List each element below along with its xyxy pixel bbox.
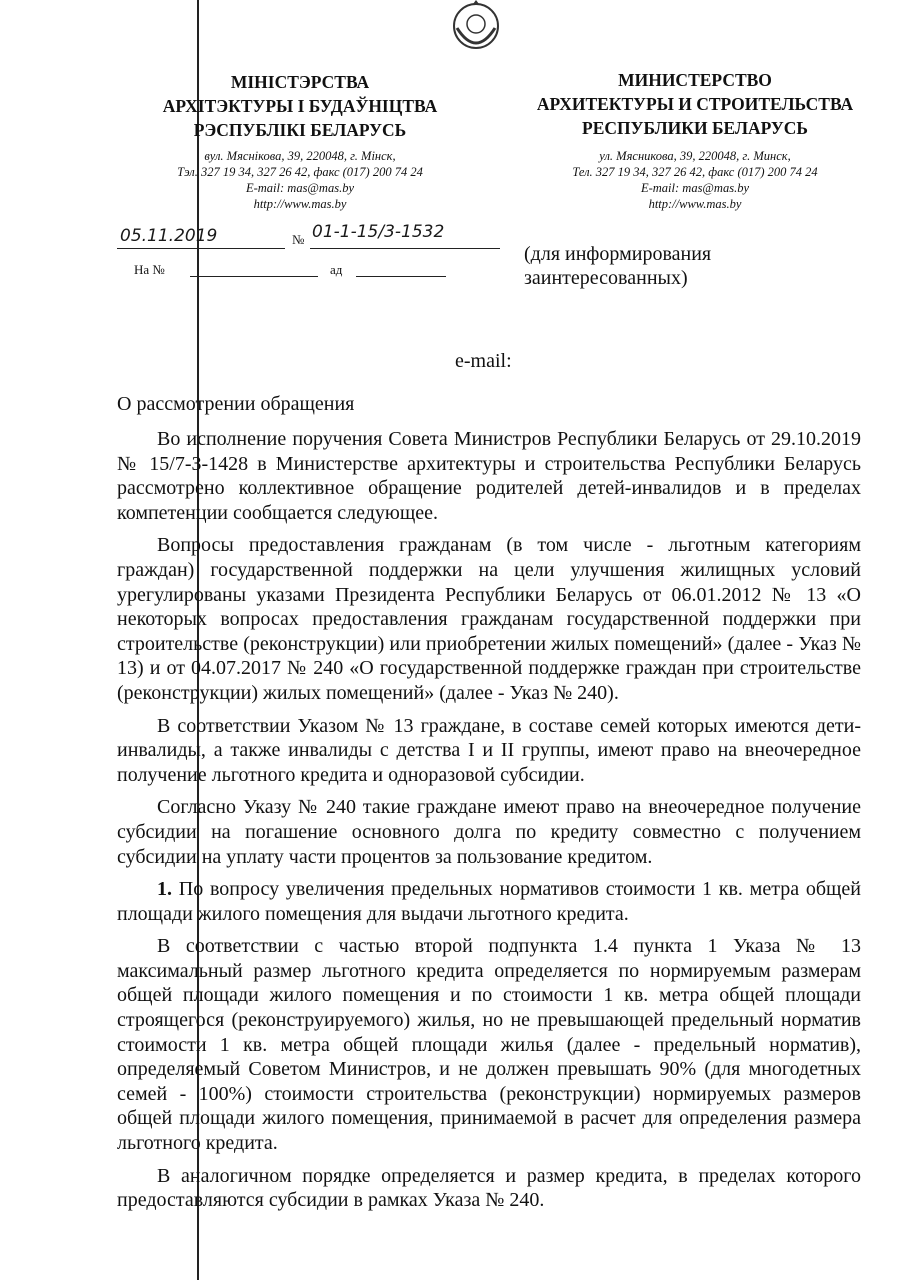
address-line: вул. Мяснікова, 39, 220048, г. Мінск, (204, 149, 396, 163)
addressee-line: заинтересованных) (524, 267, 688, 289)
ministry-title-line: АРХІТЭКТУРЫ І БУДАЎНІЦТВА (162, 96, 438, 116)
paragraph: Согласно Указу № 240 такие граждане имеют право на внеочередное получение субсидии на погашение основного долга по кредиту совместно с получением субсидии на уплату части процентов за пользование кредитом. (117, 796, 861, 868)
addressee-line: (для информирования (524, 243, 712, 265)
ministry-title-line: АРХИТЕКТУРЫ И СТРОИТЕЛЬСТВА (536, 94, 854, 114)
ministry-title-line: РЕСПУБЛИКИ БЕЛАРУСЬ (582, 118, 808, 138)
ministry-title-line: МІНІСТЭРСТВА (230, 72, 370, 92)
header-belarusian (140, 70, 460, 212)
paragraph: В аналогичном порядке определяется и размер кредита, в пределах которого предоставляются субсидии в рамках Указа № 240. (117, 1164, 861, 1212)
from-label: ад (330, 262, 343, 277)
paragraph: Вопросы предоставления гражданам (в том числе - льготным категориям граждан) государственной поддержки на цели улучшения жилищных условий урегулированы указами Президента Республики Беларусь от 06.01.2012 № 13 «О некоторых вопросах предоставления гражданам государственной поддержки при строительстве (реконструкции) или приобретении жилых помещений» (далее - Указ № 13) и от 04.07.2017 № 240 «О государственной поддержке граждан при строительстве (реконструкции) жилых помещений» (далее - Указ № 240). (117, 534, 861, 704)
phone-line: Тел. 327 19 34, 327 26 42, факс (017) 200 74 24 (572, 165, 818, 179)
point-number: 1. (157, 878, 172, 901)
header-russian (515, 68, 875, 212)
paragraph: В соответствии с частью второй подпункта 1.4 пункта 1 Указа № 13 максимальный размер льготного кредита определяется по нормируемым размерам общей площади жилого помещения и по стоимости 1 кв. метра общей площади строящегося (реконструируемого) жилья, но не превышающей предельный норматив стоимости 1 кв. метра общей площади жилья (далее - предельный норматив), определяемый Советом Министров, и не должен превышать 90% (для многодетных семей - 100%) стоимости строительства (реконструкции) нормируемых размеров общей площади жилого помещения, принимаемой в расчет для определения размера льготного кредита. (117, 935, 861, 1155)
number-label: № (292, 232, 305, 247)
website-line: http://www.mas.by (648, 197, 742, 211)
paragraph: В соответствии Указом № 13 граждане, в составе семей которых имеются дети-инвалиды, а также инвалиды с детства I и II группы, имеют право на внеочередное получение льготного кредита и одноразовой субсидии. (117, 714, 861, 786)
registration-date: 05.11.2019 (120, 226, 218, 246)
email-line: E-mail: mas@mas.by (245, 181, 354, 195)
number-underline (310, 248, 500, 249)
addressee (524, 242, 711, 290)
point-text: По вопросу увеличения предельных нормативов стоимости 1 кв. метра общей площади жилого помещения для выдачи льготного кредита. (117, 878, 862, 925)
phone-line: Тэл. 327 19 34, 327 26 42, факс (017) 200 74 24 (177, 165, 423, 179)
subject: О рассмотрении обращения (117, 393, 355, 415)
paragraph: Во исполнение поручения Совета Министров Республики Беларусь от 29.10.2019 № 15/7-З-1428 в Министерстве архитектуры и строительства Республики Беларусь рассмотрено коллективное обращение родителей детей-инвалидов и в пределах компетенции сообщается следующее. (117, 428, 861, 524)
ministry-title-line: МИНИСТЕРСТВО (618, 70, 772, 90)
registration-number: 01-1-15/3-1532 (312, 222, 445, 242)
letter-body (117, 427, 861, 1221)
state-emblem-icon (447, 0, 505, 58)
point-1 (117, 877, 861, 926)
reply-to-label: На № (134, 262, 165, 277)
address-line: ул. Мясникова, 39, 220048, г. Минск, (599, 149, 791, 163)
date-underline (117, 248, 285, 249)
reply-number-field (190, 276, 318, 277)
website-line: http://www.mas.by (253, 197, 347, 211)
email-label: e-mail: (455, 350, 512, 372)
ministry-title-line: РЭСПУБЛІКІ БЕЛАРУСЬ (193, 120, 407, 140)
email-line: E-mail: mas@mas.by (640, 181, 749, 195)
reply-date-field (356, 276, 446, 277)
